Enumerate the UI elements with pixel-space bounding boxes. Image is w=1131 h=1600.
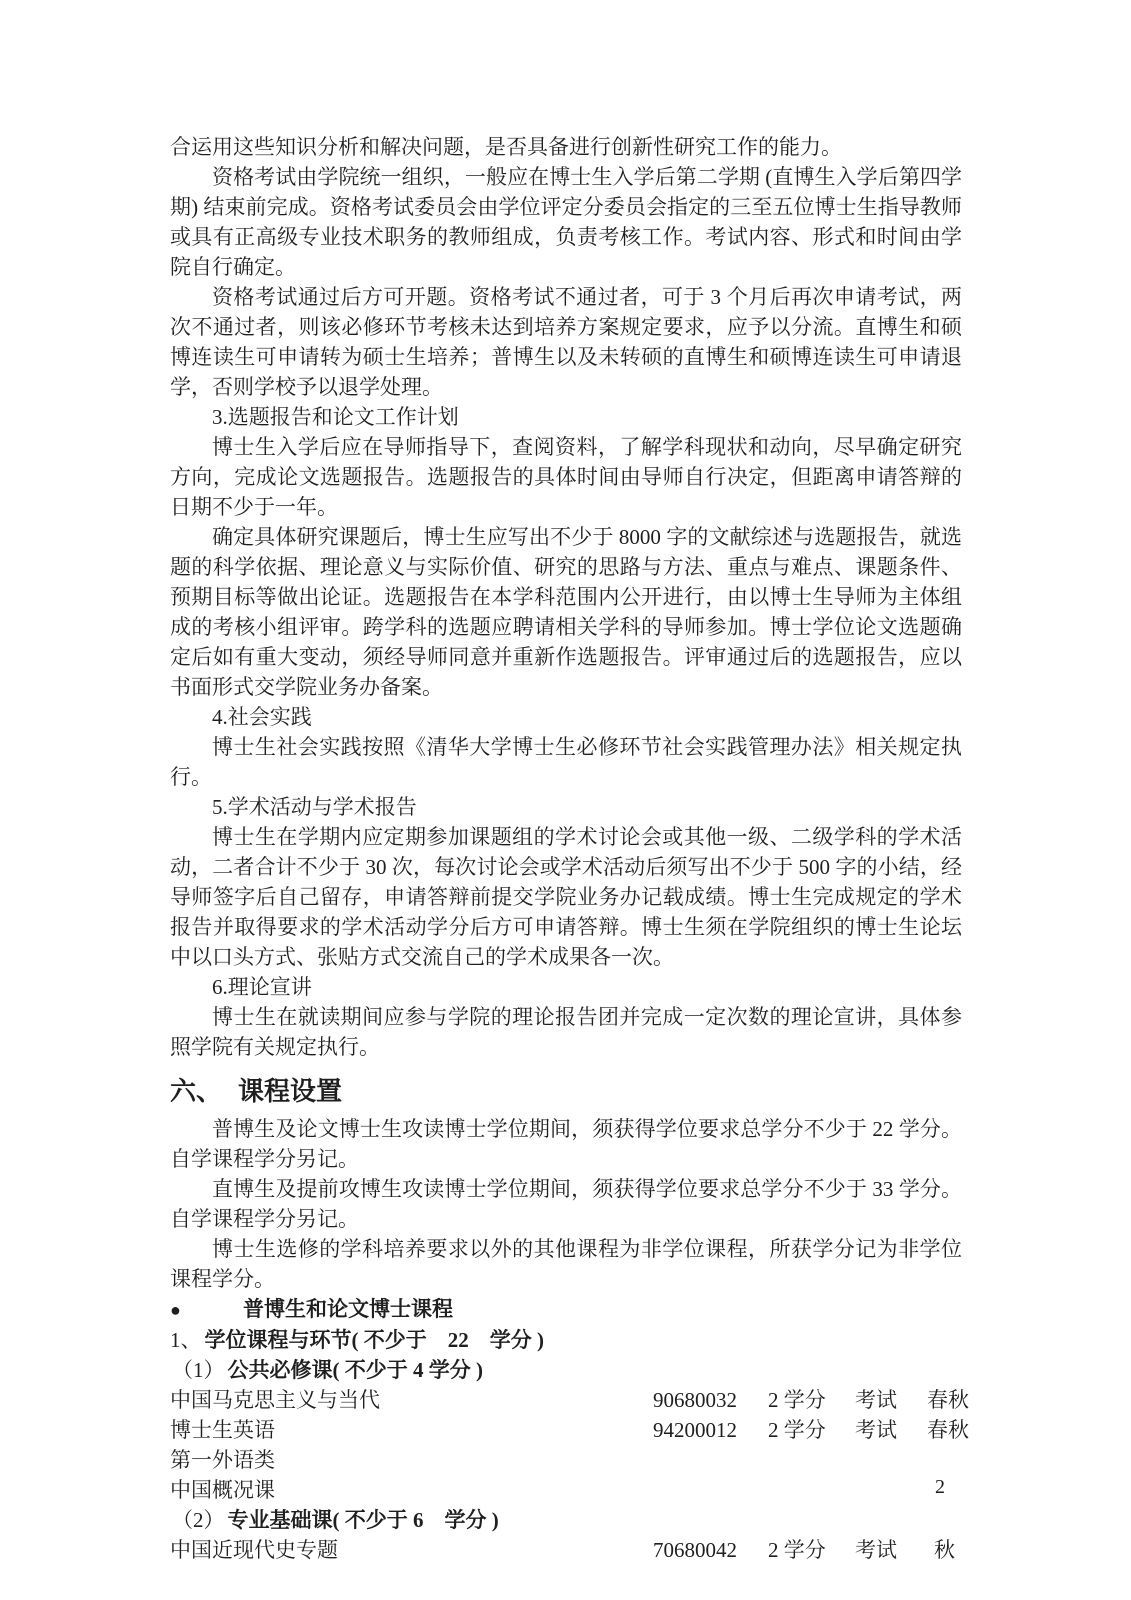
course-name: 博士生英语	[170, 1418, 275, 1442]
item-6-title: 6.理论宣讲	[212, 975, 312, 999]
course-code: 70680042	[653, 1538, 737, 1562]
course-credits: 2 学分	[768, 1418, 826, 1442]
course-code	[653, 1445, 768, 1475]
item-5-title: 5.学术活动与学术报告	[212, 795, 417, 819]
document-body	[170, 132, 969, 1565]
paragraph-qualifying-exam-1: 资格考试由学院统一组织，一般应在博士生入学后第二学期 (直博生入学后第四学期) 结束前完成。资格考试委员会由学位评定分委员会指定的三至五位博士生指导教师或具有正高级专业技术职务的教师组成，负责考核工作。考试内容、形式和时间由学院自行确定。	[170, 165, 962, 279]
course-row	[170, 1475, 962, 1505]
course-credits: 2 学分	[768, 1538, 826, 1562]
course-row	[170, 1415, 969, 1445]
paragraph-qualifying-exam-2: 资格考试通过后方可开题。资格考试不通过者，可于 3 个月后再次申请考试，两次不通过者，则该必修环节考核未达到培养方案规定要求，应予以分流。直博生和硕博连读生可申请转为硕士生培养；普博生以及未转硕的直博生和硕博连读生可申请退学，否则学校予以退学处理。	[170, 285, 962, 399]
course-name: 中国概况课	[170, 1478, 275, 1502]
bullet-heading-text: 普博生和论文博士课程	[243, 1297, 453, 1321]
subheading-degree-courses	[170, 1325, 962, 1355]
paragraph-topic-report-2: 确定具体研究课题后，博士生应写出不少于 8000 字的文献综述与选题报告，就选题的科学依据、理论意义与实际价值、研究的思路与方法、重点与难点、课题条件、预期目标等做出论证。选题报告在本学科范围内公开进行，由以博士生导师为主体组成的考核小组评审。跨学科的选题应聘请相关学科的导师参加。博士学位论文选题确定后如有重大变动，须经导师同意并重新作选题报告。评审通过后的选题报告，应以书面形式交学院业务办备案。	[170, 525, 962, 699]
section-heading-number: 六、	[170, 1076, 223, 1106]
course-code	[653, 1475, 768, 1505]
course-row	[170, 1445, 962, 1475]
bullet-heading-doctoral-courses	[170, 1294, 962, 1325]
course-credits: 2 学分	[768, 1388, 826, 1412]
course-row	[170, 1535, 962, 1565]
course-code: 94200012	[653, 1418, 737, 1442]
course-code: 90680032	[653, 1388, 737, 1412]
course-row	[170, 1385, 969, 1415]
item-4-title: 4.社会实践	[212, 705, 312, 729]
course-name: 中国马克思主义与当代	[170, 1388, 380, 1412]
course-semester: 春秋	[927, 1418, 969, 1442]
course-exam	[855, 1445, 927, 1475]
paragraph-credits-33: 直博生及提前攻博生攻读博士学位期间，须获得学位要求总学分不少于 33 学分。自学课程学分另记。	[170, 1177, 962, 1231]
page-number: 2	[935, 1476, 945, 1498]
group-heading-major-basic	[170, 1505, 962, 1535]
course-semester	[927, 1445, 962, 1475]
subheading-text: 学位课程与环节( 不少于 22 学分 )	[204, 1328, 544, 1352]
course-semester: 秋	[934, 1538, 955, 1562]
item-3-title: 3.选题报告和论文工作计划	[212, 405, 459, 429]
course-credits	[768, 1445, 855, 1475]
paragraph-academic-activity: 博士生在学期内应定期参加课题组的学术讨论会或其他一级、二级学科的学术活动，二者合计不少于 30 次，每次讨论会或学术活动后须写出不少于 500 字的小结，经导师签字后自己留存，申请答辩前提交学院业务办记载成绩。博士生完成规定的学术报告并取得要求的学术活动学分后方可申请答辩。博士生须在学院组织的博士生论坛中以口头方式、张贴方式交流自己的学术成果各一次。	[170, 825, 962, 969]
paragraph-theory-lecture: 博士生在就读期间应参与学院的理论报告团并完成一定次数的理论宣讲，具体参照学院有关规定执行。	[170, 1005, 962, 1059]
paragraph-social-practice: 博士生社会实践按照《清华大学博士生必修环节社会实践管理办法》相关规定执行。	[170, 735, 962, 789]
paragraph-continuation: 合运用这些知识分析和解决问题，是否具备进行创新性研究工作的能力。	[170, 135, 842, 159]
group-heading-number: （2）	[172, 1508, 225, 1532]
section-heading-text: 课程设置	[238, 1076, 343, 1106]
course-exam: 考试	[855, 1388, 897, 1412]
group-heading-number: （1）	[172, 1358, 225, 1382]
group-heading-public-required	[170, 1355, 962, 1385]
subheading-number: 1、	[170, 1328, 202, 1352]
group-heading-text: 公共必修课( 不少于 4 学分 )	[227, 1358, 483, 1382]
bullet-icon: ●	[170, 1300, 181, 1320]
paragraph-nondegree-credits: 博士生选修的学科培养要求以外的其他课程为非学位课程，所获学分记为非学位课程学分。	[170, 1237, 962, 1291]
course-credits	[768, 1475, 855, 1505]
course-exam: 考试	[855, 1538, 897, 1562]
paragraph-topic-report-1: 博士生入学后应在导师指导下，查阅资料，了解学科现状和动向，尽早确定研究方向，完成论文选题报告。选题报告的具体时间由导师自行决定，但距离申请答辩的日期不少于一年。	[170, 435, 962, 519]
course-name: 中国近现代史专题	[170, 1538, 338, 1562]
course-exam	[855, 1475, 927, 1505]
section-heading-curriculum	[170, 1071, 962, 1111]
group-heading-text: 专业基础课( 不少于 6 学分 )	[227, 1508, 499, 1532]
course-exam: 考试	[855, 1418, 897, 1442]
paragraph-credits-22: 普博生及论文博士生攻读博士学位期间，须获得学位要求总学分不少于 22 学分。自学课程学分另记。	[170, 1117, 962, 1171]
course-semester: 春秋	[927, 1388, 969, 1412]
course-name: 第一外语类	[170, 1448, 275, 1472]
